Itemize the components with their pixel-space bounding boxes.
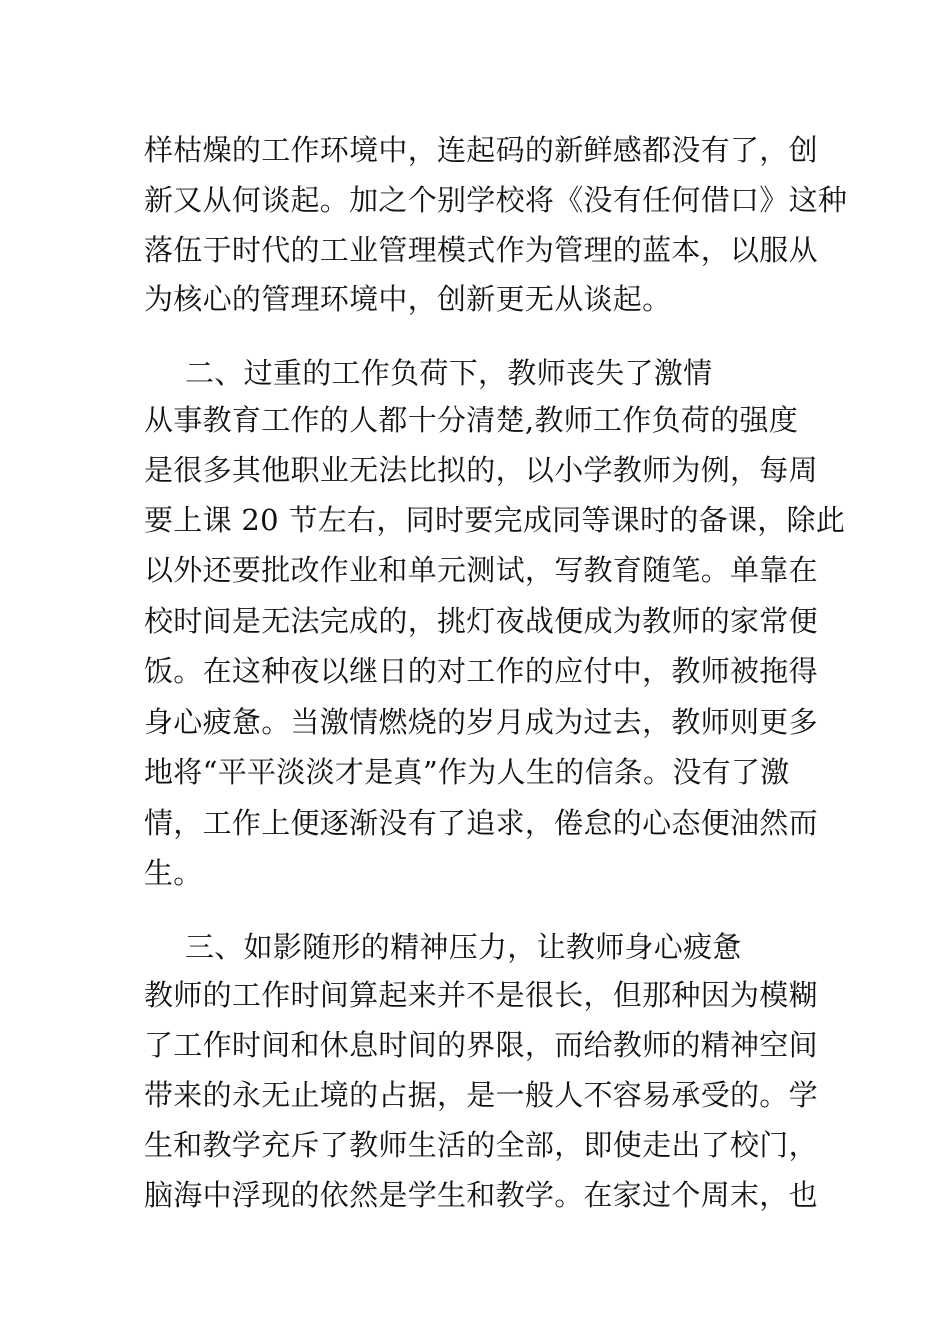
body-text-line: 样枯燥的工作环境中，连起码的新鲜感都没有了，创 — [144, 133, 818, 167]
body-text-line: 以外还要批改作业和单元测试，写教育随笔。单靠在 — [144, 553, 818, 587]
body-text-line: 了工作时间和休息时间的界限，而给教师的精神空间 — [144, 1028, 818, 1062]
body-text-line: 情，工作上便逐渐没有了追求，倦怠的心态便油然而 — [144, 806, 818, 840]
section-heading-2: 二、过重的工作负荷下，教师丧失了激情 — [185, 356, 713, 390]
body-text-line: 地将“平平淡淡才是真”作为人生的信条。没有了激 — [144, 755, 790, 789]
body-text-line: 饭。在这种夜以继日的对工作的应付中，教师被拖得 — [144, 654, 818, 688]
body-text-line: 脑海中浮现的依然是学生和教学。在家过个周末，也 — [144, 1178, 818, 1212]
body-text-line: 生。 — [144, 856, 203, 890]
body-text-line: 从事教育工作的人都十分清楚,教师工作负荷的强度 — [144, 403, 799, 437]
body-text-line: 是很多其他职业无法比拟的，以小学教师为例，每周 — [144, 453, 818, 487]
body-text-line: 生和教学充斥了教师生活的全部，即使走出了校门， — [144, 1128, 818, 1162]
section-heading-3: 三、如影随形的精神压力，让教师身心疲惫 — [185, 930, 742, 964]
body-text-line: 带来的永无止境的占据，是一般人不容易承受的。学 — [144, 1078, 818, 1112]
body-text-line: 新又从何谈起。加之个别学校将《没有任何借口》这种 — [144, 183, 848, 217]
body-text-line: 身心疲惫。当激情燃烧的岁月成为过去，教师则更多 — [144, 705, 818, 739]
body-text-line: 校时间是无法完成的，挑灯夜战便成为教师的家常便 — [144, 604, 818, 638]
body-text-line: 落伍于时代的工业管理模式作为管理的蓝本，以服从 — [144, 233, 818, 267]
body-text-line: 为核心的管理环境中，创新更无从谈起。 — [144, 282, 672, 316]
body-text-line: 教师的工作时间算起来并不是很长，但那种因为模糊 — [144, 978, 818, 1012]
body-text-line: 要上课 20 节左右，同时要完成同等课时的备课，除此 — [144, 503, 846, 537]
